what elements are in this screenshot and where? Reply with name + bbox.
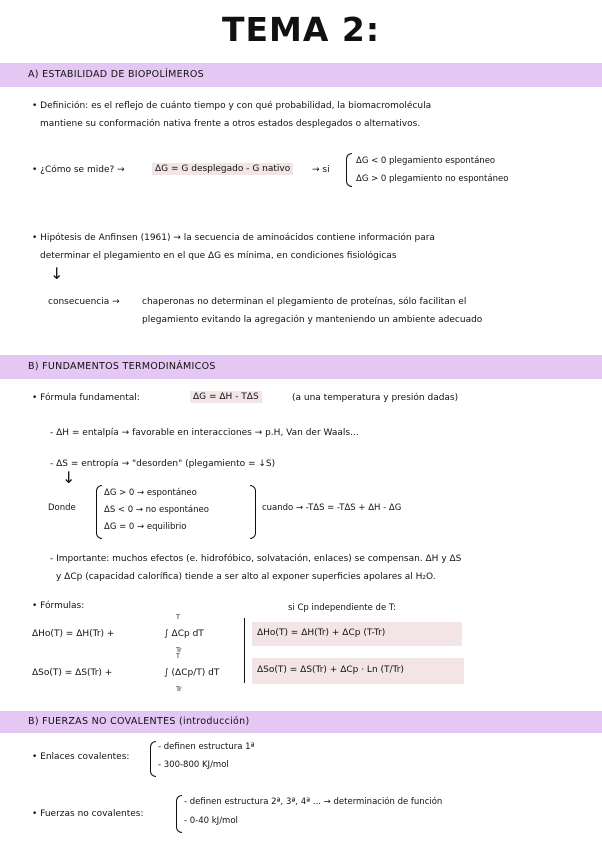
ds-formula-left: ΔSo(T) = ΔS(Tr) +: [32, 668, 113, 678]
entropia-line: - ΔS = entropía → "desorden" (plegamiento = ↓S): [50, 459, 276, 469]
anfinsen-line-2: determinar el plegamiento en el que ΔG es mínima, en condiciones fisiológicas: [40, 251, 397, 261]
como-option-1: ΔG < 0 plegamiento espontáneo: [356, 156, 496, 166]
section-b-title: B) FUNDAMENTOS TERMODINÁMICOS: [28, 361, 216, 372]
importante-line-2: y ΔCp (capacidad calorífica) tiende a ser alto al exponer superficies apolares al H₂O.: [56, 572, 436, 582]
condicion-ecuacion: cuando → -TΔS = -TΔS + ΔH - ΔG: [262, 503, 402, 513]
ds-upper-limit: T: [176, 652, 180, 660]
section-a-header: [0, 63, 602, 87]
condicion-2: ΔS < 0 → no espontáneo: [104, 505, 209, 515]
consecuencia-line-2: plegamiento evitando la agregación y manteniendo un ambiente adecuado: [142, 315, 483, 325]
formula-label: • Fórmula fundamental:: [32, 393, 140, 403]
no-covalentes-item-1: - definen estructura 2ª, 3ª, 4ª ... → determinación de función: [184, 797, 443, 807]
donde-brace-left: [96, 485, 102, 539]
condicion-1: ΔG > 0 → espontáneo: [104, 488, 197, 498]
condicion-3: ΔG = 0 → equilibrio: [104, 522, 187, 532]
como-option-2: ΔG > 0 plegamiento no espontáneo: [356, 174, 509, 184]
no-covalentes-brace: [176, 795, 182, 833]
anfinsen-line-1: • Hipótesis de Anfinsen (1961) → la secuencia de aminoácidos contiene información para: [32, 233, 435, 243]
ds-lower-limit: Tr: [176, 685, 182, 693]
donde-brace-right: [250, 485, 256, 539]
no-covalentes-label: • Fuerzas no covalentes:: [32, 809, 144, 819]
section-c-header: [0, 711, 602, 733]
covalentes-brace: [150, 741, 156, 777]
dh-formula-right: ΔHo(T) = ΔH(Tr) + ΔCp (T-Tr): [257, 628, 386, 638]
importante-line-1: - Importante: muchos efectos (e. hidrofóbico, solvatación, enlaces) se compensan. ΔH y ΔS: [50, 554, 462, 564]
definicion-line-1: • Definición: es el reflejo de cuánto tiempo y con qué probabilidad, la biomacromolécula: [32, 101, 432, 111]
dh-lower-limit: Tr: [176, 646, 182, 654]
ds-formula-right: ΔSo(T) = ΔS(Tr) + ΔCp · Ln (T/Tr): [257, 665, 404, 675]
como-formula: ΔG = G desplegado - G nativo: [152, 163, 293, 175]
section-a-title: A) ESTABILIDAD DE BIOPOLÍMEROS: [28, 69, 204, 80]
como-brace: [346, 153, 352, 187]
como-label: • ¿Cómo se mide? →: [32, 165, 125, 175]
donde-label: Donde: [48, 503, 76, 513]
covalentes-item-2: - 300-800 KJ/mol: [158, 760, 229, 770]
consecuencia-label: consecuencia →: [48, 297, 120, 307]
formulas-note: si Cp independiente de T:: [288, 603, 396, 613]
dh-integral: ∫ ΔCp dT: [164, 629, 204, 639]
covalentes-label: • Enlaces covalentes:: [32, 752, 130, 762]
section-b-header: [0, 355, 602, 379]
formulas-divider: [244, 618, 245, 683]
dh-upper-limit: T: [176, 613, 180, 621]
definicion-line-2: mantiene su conformación nativa frente a otros estados desplegados o alternativos.: [40, 119, 421, 129]
consecuencia-line-1: chaperonas no determinan el plegamiento de proteínas, sólo facilitan el: [142, 297, 467, 307]
formula-note: (a una temperatura y presión dadas): [292, 393, 459, 403]
dh-formula-left: ΔHo(T) = ΔH(Tr) +: [32, 629, 115, 639]
ds-integral: ∫ (ΔCp/T) dT: [164, 668, 220, 678]
down-arrow-icon: ↓: [62, 468, 76, 487]
no-covalentes-item-2: - 0-40 kJ/mol: [184, 816, 238, 826]
formulas-label: • Fórmulas:: [32, 601, 85, 611]
covalentes-item-1: - definen estructura 1ª: [158, 742, 255, 752]
section-c-title: B) FUERZAS NO COVALENTES (introducción): [28, 716, 250, 727]
page-title: TEMA 2:: [221, 10, 381, 49]
formula-fundamental: ΔG = ΔH - TΔS: [190, 391, 262, 403]
como-arrow: → si: [312, 165, 330, 175]
down-arrow-icon: ↓: [50, 264, 64, 283]
entalpia-line: - ΔH = entalpía → favorable en interacciones → p.H, Van der Waals...: [50, 428, 359, 438]
